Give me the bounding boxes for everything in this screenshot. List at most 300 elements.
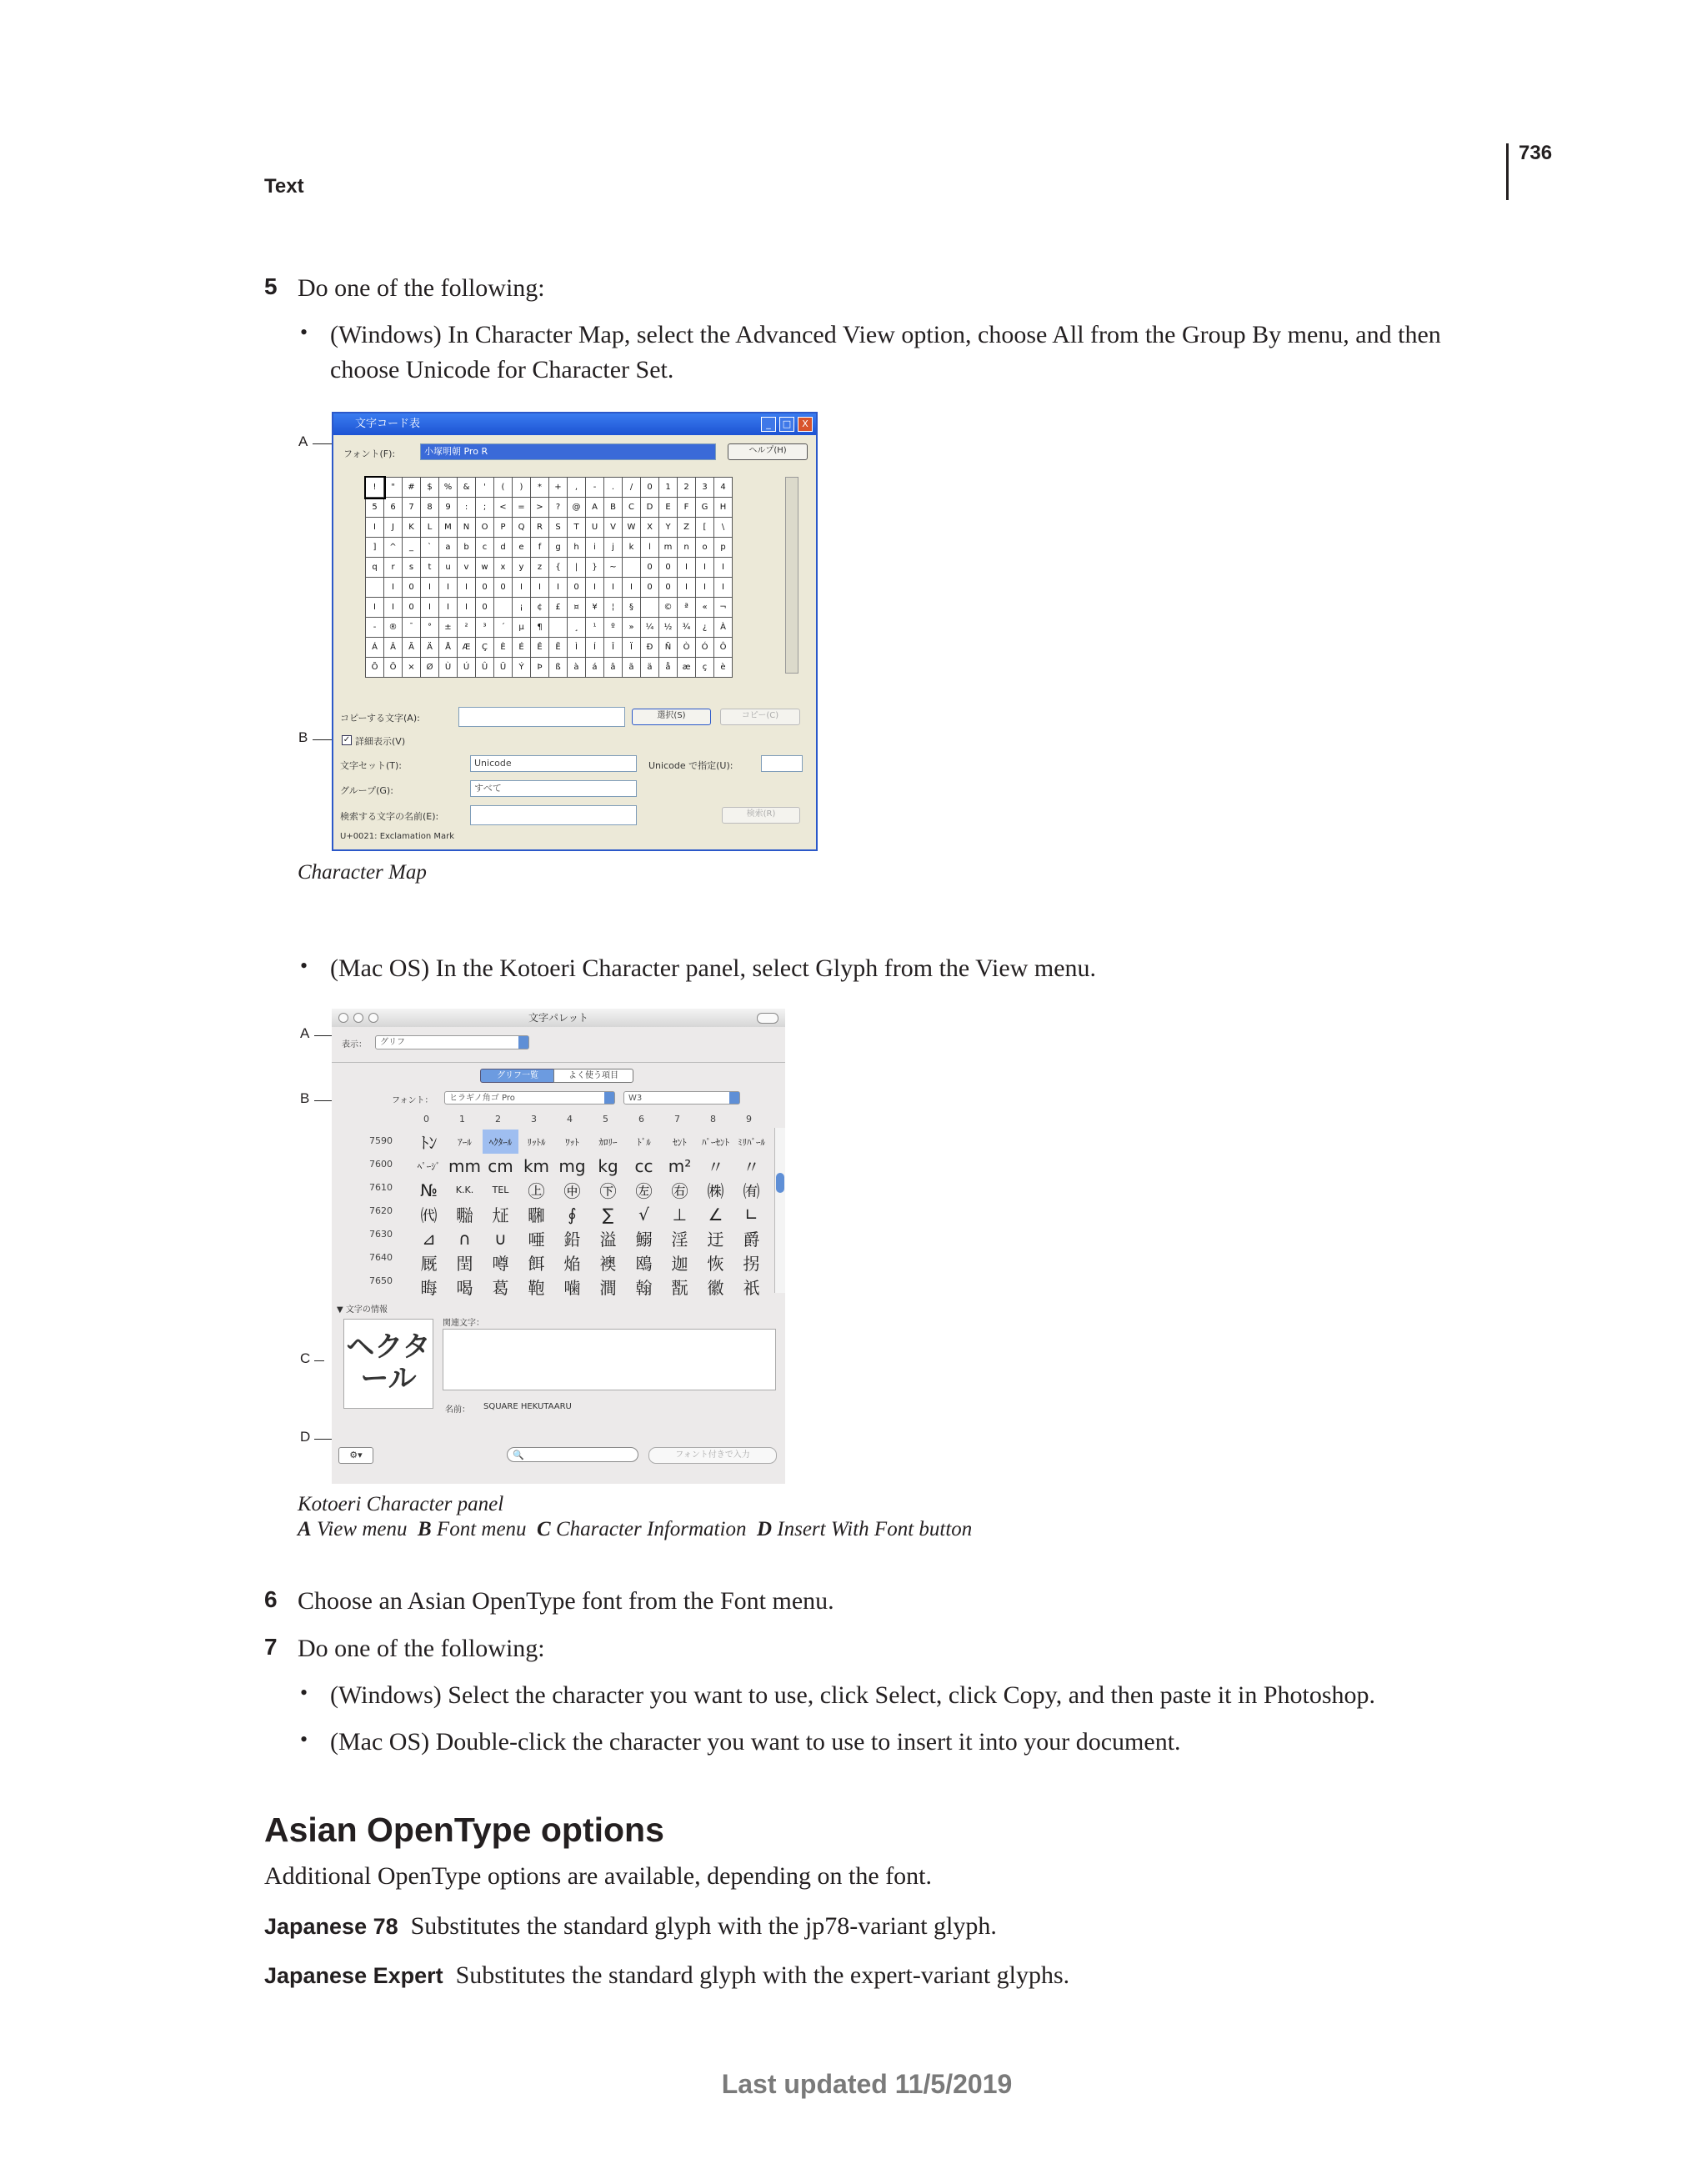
gear-icon[interactable]: ⚙▾ xyxy=(338,1447,373,1464)
character-cell[interactable]: ® xyxy=(384,618,403,638)
character-cell[interactable] xyxy=(641,598,659,618)
character-cell[interactable]: v xyxy=(458,558,476,578)
character-cell[interactable]: F xyxy=(678,498,696,518)
character-cell[interactable]: A xyxy=(586,498,604,518)
character-cell[interactable]: » xyxy=(623,618,641,638)
minimize-button[interactable]: _ xyxy=(761,417,776,432)
character-cell[interactable]: c xyxy=(476,538,494,558)
character-cell[interactable]: « xyxy=(696,598,714,618)
character-cell[interactable]: ¡ xyxy=(513,598,531,618)
character-cell[interactable]: % xyxy=(439,478,458,498)
character-cell[interactable]: Ñ xyxy=(659,638,678,658)
glyph-cell[interactable]: ㊤ xyxy=(528,1181,545,1201)
glyph-cell[interactable]: ｶﾛﾘｰ xyxy=(598,1136,618,1148)
character-cell[interactable]: å xyxy=(659,658,678,678)
character-cell[interactable]: É xyxy=(513,638,531,658)
character-cell[interactable]: 0 xyxy=(476,578,494,598)
glyph-cell[interactable]: ∟ xyxy=(744,1204,758,1225)
character-cell[interactable]: p xyxy=(714,538,733,558)
character-cell[interactable]: ´ xyxy=(494,618,513,638)
character-cell[interactable]: $ xyxy=(421,478,439,498)
character-cell[interactable]: ² xyxy=(458,618,476,638)
character-cell[interactable]: 0 xyxy=(641,558,659,578)
character-cell[interactable]: Á xyxy=(366,638,384,658)
character-cell[interactable]: è xyxy=(714,658,733,678)
character-cell[interactable]: U xyxy=(586,518,604,538)
help-button[interactable]: ヘルプ(H) xyxy=(728,443,808,460)
character-cell[interactable]: Ø xyxy=(421,658,439,678)
glyph-cell[interactable]: ㊦ xyxy=(599,1181,617,1201)
character-cell[interactable]: Ò xyxy=(678,638,696,658)
glyph-cell[interactable]: ㊨ xyxy=(671,1181,688,1201)
character-cell[interactable]: ç xyxy=(696,658,714,678)
character-cell[interactable]: Ô xyxy=(714,638,733,658)
info-disclosure[interactable]: ▼ 文字の情報 xyxy=(337,1305,388,1315)
glyph-cell[interactable]: ㍾ xyxy=(456,1205,473,1225)
glyph-cell[interactable]: 迦 xyxy=(671,1254,688,1274)
character-cell[interactable]: ° xyxy=(421,618,439,638)
glyph-cell[interactable]: 徽 xyxy=(707,1278,724,1298)
character-cell[interactable]: × xyxy=(403,658,421,678)
glyph-cell[interactable]: 噂 xyxy=(492,1254,509,1274)
character-cell[interactable]: * xyxy=(531,478,549,498)
copy-button[interactable]: コピー(C) xyxy=(720,709,800,725)
character-cell[interactable]: L xyxy=(421,518,439,538)
glyph-cell[interactable]: 溢 xyxy=(599,1230,617,1250)
glyph-cell[interactable]: ㍽ xyxy=(492,1205,509,1225)
glyph-scrollbar[interactable] xyxy=(774,1128,785,1293)
glyph-cell[interactable]: ㈹ xyxy=(420,1205,438,1225)
glyph-cell[interactable]: ｱｰﾙ xyxy=(458,1136,472,1148)
character-cell[interactable]: ' xyxy=(476,478,494,498)
character-cell[interactable]: ¯ xyxy=(403,618,421,638)
glyph-cell[interactable]: ∑ xyxy=(602,1204,614,1225)
character-cell[interactable]: I xyxy=(458,578,476,598)
character-cell[interactable]: S xyxy=(549,518,568,538)
glyph-cell[interactable]: 〃 xyxy=(707,1157,724,1177)
glyph-cell[interactable]: cc xyxy=(634,1155,653,1176)
glyph-cell[interactable]: ∮ xyxy=(568,1204,577,1225)
glyph-cell[interactable]: 翫 xyxy=(671,1278,688,1298)
glyph-cell[interactable]: ⊥ xyxy=(672,1204,688,1225)
character-cell[interactable]: ) xyxy=(513,478,531,498)
character-cell[interactable]: ¿ xyxy=(696,618,714,638)
character-cell[interactable]: 8 xyxy=(421,498,439,518)
character-cell[interactable]: z xyxy=(531,558,549,578)
character-cell[interactable]: a xyxy=(439,538,458,558)
character-cell[interactable]: o xyxy=(696,538,714,558)
character-cell[interactable]: £ xyxy=(549,598,568,618)
character-cell[interactable]: X xyxy=(641,518,659,538)
glyph-cell[interactable]: 鞄 xyxy=(528,1278,545,1298)
character-cell[interactable]: à xyxy=(568,658,586,678)
character-cell[interactable]: 0 xyxy=(476,598,494,618)
character-cell[interactable]: Ý xyxy=(513,658,531,678)
character-cell[interactable]: ¦ xyxy=(604,598,623,618)
character-cell[interactable]: : xyxy=(458,498,476,518)
character-cell[interactable]: I xyxy=(678,578,696,598)
character-cell[interactable]: l xyxy=(641,538,659,558)
glyph-cell[interactable]: cm xyxy=(488,1155,513,1176)
font-select[interactable]: 小塚明朝 Pro R xyxy=(420,443,716,460)
related-characters-box[interactable] xyxy=(443,1329,776,1390)
character-cell[interactable]: \ xyxy=(714,518,733,538)
glyph-cell[interactable]: ﾄﾞﾙ xyxy=(637,1136,651,1148)
character-cell[interactable]: H xyxy=(714,498,733,518)
glyph-cell[interactable]: 祇 xyxy=(743,1278,760,1298)
glyph-cell[interactable]: 澗 xyxy=(599,1278,617,1298)
character-cell[interactable]: Ë xyxy=(549,638,568,658)
character-cell[interactable]: I xyxy=(531,578,549,598)
glyph-cell[interactable]: K.K. xyxy=(455,1185,474,1195)
character-cell[interactable]: J xyxy=(384,518,403,538)
tab-glyph-list[interactable]: グリフ一覧 xyxy=(480,1069,555,1083)
character-cell[interactable]: ` xyxy=(421,538,439,558)
character-cell[interactable]: Û xyxy=(476,658,494,678)
character-cell[interactable] xyxy=(494,598,513,618)
glyph-cell[interactable]: ⊿ xyxy=(422,1228,436,1249)
glyph-cell[interactable]: mg xyxy=(558,1155,586,1176)
glyph-cell[interactable]: ﾐﾘﾊﾞｰﾙ xyxy=(738,1136,765,1148)
character-cell[interactable]: ( xyxy=(494,478,513,498)
character-cell[interactable]: æ xyxy=(678,658,696,678)
character-cell[interactable]: x xyxy=(494,558,513,578)
character-cell[interactable]: I xyxy=(513,578,531,598)
character-cell[interactable]: I xyxy=(384,578,403,598)
glyph-cell[interactable]: km xyxy=(523,1155,550,1176)
glyph-cell[interactable]: 唖 xyxy=(528,1230,545,1250)
character-cell[interactable]: I xyxy=(384,598,403,618)
character-cell[interactable]: s xyxy=(403,558,421,578)
character-cell[interactable]: ^ xyxy=(384,538,403,558)
character-cell[interactable]: D xyxy=(641,498,659,518)
character-cell[interactable]: ß xyxy=(549,658,568,678)
character-cell[interactable]: ± xyxy=(439,618,458,638)
character-cell[interactable]: & xyxy=(458,478,476,498)
character-cell[interactable]: r xyxy=(384,558,403,578)
close-window-button[interactable] xyxy=(338,1013,348,1023)
character-cell[interactable]: 0 xyxy=(403,598,421,618)
glyph-cell[interactable]: ㍼ xyxy=(528,1205,545,1225)
character-cell[interactable]: I xyxy=(421,598,439,618)
character-cell[interactable]: Ï xyxy=(623,638,641,658)
character-cell[interactable]: § xyxy=(623,598,641,618)
grid-scrollbar[interactable] xyxy=(785,477,798,674)
glyph-cell[interactable]: ﾊﾟｰｾﾝﾄ xyxy=(702,1136,729,1148)
character-cell[interactable]: Þ xyxy=(531,658,549,678)
font-menu[interactable] xyxy=(444,1091,615,1105)
character-cell[interactable]: e xyxy=(513,538,531,558)
character-cell[interactable]: Ü xyxy=(494,658,513,678)
glyph-cell[interactable]: ∠ xyxy=(708,1204,723,1225)
character-cell[interactable]: ¤ xyxy=(568,598,586,618)
character-cell[interactable]: E xyxy=(659,498,678,518)
character-cell[interactable] xyxy=(366,578,384,598)
character-cell[interactable]: w xyxy=(476,558,494,578)
group-select[interactable]: すべて xyxy=(470,780,637,797)
character-cell[interactable]: - xyxy=(366,618,384,638)
character-cell[interactable]: I xyxy=(604,578,623,598)
insert-with-font-button[interactable]: フォント付きで入力 xyxy=(648,1447,777,1464)
weight-menu[interactable] xyxy=(623,1091,740,1105)
character-cell[interactable]: B xyxy=(604,498,623,518)
view-menu[interactable] xyxy=(375,1035,529,1049)
character-cell[interactable]: / xyxy=(623,478,641,498)
character-cell[interactable]: K xyxy=(403,518,421,538)
glyph-cell[interactable]: ﾄﾝ xyxy=(420,1133,438,1153)
character-cell[interactable]: V xyxy=(604,518,623,538)
glyph-cell[interactable]: 淫 xyxy=(671,1230,688,1250)
character-cell[interactable]: 0 xyxy=(403,578,421,598)
character-cell[interactable]: 0 xyxy=(494,578,513,598)
character-cell[interactable]: @ xyxy=(568,498,586,518)
character-cell[interactable]: n xyxy=(678,538,696,558)
toolbar-toggle-button[interactable] xyxy=(757,1013,778,1024)
character-cell[interactable]: > xyxy=(531,498,549,518)
character-cell[interactable]: R xyxy=(531,518,549,538)
character-cell[interactable]: ä xyxy=(641,658,659,678)
glyph-cell[interactable]: ﾍﾟｰｼﾞ xyxy=(417,1160,441,1172)
character-cell[interactable]: I xyxy=(439,598,458,618)
character-cell[interactable]: È xyxy=(494,638,513,658)
search-input[interactable] xyxy=(470,805,637,825)
character-cell[interactable]: á xyxy=(586,658,604,678)
character-cell[interactable]: { xyxy=(549,558,568,578)
glyph-cell[interactable]: 鉛 xyxy=(563,1230,581,1250)
character-cell[interactable]: G xyxy=(696,498,714,518)
character-cell[interactable]: u xyxy=(439,558,458,578)
character-cell[interactable]: 0 xyxy=(659,578,678,598)
character-cell[interactable]: T xyxy=(568,518,586,538)
search-button[interactable]: 検索(R) xyxy=(722,807,800,824)
character-cell[interactable]: I xyxy=(439,578,458,598)
character-cell[interactable]: ¼ xyxy=(641,618,659,638)
character-cell[interactable]: Î xyxy=(604,638,623,658)
glyph-cell[interactable]: 葛 xyxy=(492,1278,509,1298)
close-button[interactable]: X xyxy=(798,417,813,432)
character-cell[interactable]: . xyxy=(604,478,623,498)
character-cell[interactable]: i xyxy=(586,538,604,558)
character-cell[interactable]: I xyxy=(714,578,733,598)
character-cell[interactable]: Y xyxy=(659,518,678,538)
character-cell[interactable]: m xyxy=(659,538,678,558)
glyph-cell[interactable]: 翰 xyxy=(635,1278,653,1298)
character-cell[interactable]: ª xyxy=(678,598,696,618)
character-cell[interactable]: g xyxy=(549,538,568,558)
character-cell[interactable]: Ó xyxy=(696,638,714,658)
character-cell[interactable]: k xyxy=(623,538,641,558)
glyph-cell[interactable]: 拐 xyxy=(743,1254,760,1274)
character-cell[interactable]: M xyxy=(439,518,458,538)
character-cell[interactable]: [ xyxy=(696,518,714,538)
character-cell[interactable]: I xyxy=(696,558,714,578)
glyph-cell[interactable]: 鴎 xyxy=(635,1254,653,1274)
character-cell[interactable]: ¹ xyxy=(586,618,604,638)
character-cell[interactable]: } xyxy=(586,558,604,578)
character-cell[interactable]: - xyxy=(586,478,604,498)
glyph-cell[interactable]: ﾍｸﾀｰﾙ xyxy=(483,1130,518,1154)
character-cell[interactable]: ! xyxy=(366,478,384,498)
advanced-view-checkbox[interactable]: ✓ xyxy=(343,735,351,744)
glyph-cell[interactable]: № xyxy=(420,1180,438,1200)
character-cell[interactable]: 4 xyxy=(714,478,733,498)
character-cell[interactable]: O xyxy=(476,518,494,538)
character-cell[interactable]: 0 xyxy=(568,578,586,598)
character-cell[interactable]: d xyxy=(494,538,513,558)
unicode-input[interactable] xyxy=(761,755,803,772)
character-cell[interactable]: Ã xyxy=(403,638,421,658)
character-cell[interactable]: ¶ xyxy=(531,618,549,638)
character-cell[interactable]: µ xyxy=(513,618,531,638)
character-cell[interactable]: Í xyxy=(586,638,604,658)
character-cell[interactable]: I xyxy=(458,598,476,618)
character-cell[interactable]: I xyxy=(549,578,568,598)
glyph-cell[interactable]: 焔 xyxy=(563,1254,581,1274)
character-cell[interactable]: Õ xyxy=(366,658,384,678)
character-cell[interactable]: Ù xyxy=(439,658,458,678)
character-cell[interactable]: I xyxy=(678,558,696,578)
character-cell[interactable]: 3 xyxy=(696,478,714,498)
glyph-cell[interactable]: ㊧ xyxy=(635,1181,653,1201)
character-cell[interactable]: I xyxy=(366,598,384,618)
glyph-cell[interactable]: 恢 xyxy=(707,1254,724,1274)
character-cell[interactable]: ¾ xyxy=(678,618,696,638)
character-cell[interactable]: 6 xyxy=(384,498,403,518)
zoom-window-button[interactable] xyxy=(368,1013,378,1023)
glyph-cell[interactable]: √ xyxy=(638,1204,649,1225)
character-cell[interactable] xyxy=(549,618,568,638)
glyph-cell[interactable]: TEL xyxy=(492,1185,509,1195)
glyph-cell[interactable]: 鰯 xyxy=(635,1230,653,1250)
character-cell[interactable]: + xyxy=(549,478,568,498)
character-cell[interactable]: Â xyxy=(384,638,403,658)
character-cell[interactable]: ¥ xyxy=(586,598,604,618)
character-cell[interactable]: W xyxy=(623,518,641,538)
character-cell[interactable]: ã xyxy=(623,658,641,678)
character-cell[interactable]: I xyxy=(696,578,714,598)
character-cell[interactable]: C xyxy=(623,498,641,518)
character-cell[interactable]: Å xyxy=(439,638,458,658)
character-cell[interactable]: 5 xyxy=(366,498,384,518)
character-cell[interactable]: I xyxy=(714,558,733,578)
minimize-window-button[interactable] xyxy=(353,1013,363,1023)
glyph-cell[interactable]: ∩ xyxy=(458,1228,471,1249)
glyph-cell[interactable]: ∪ xyxy=(494,1228,507,1249)
character-cell[interactable]: 2 xyxy=(678,478,696,498)
character-cell[interactable]: N xyxy=(458,518,476,538)
character-cell[interactable]: , xyxy=(568,478,586,498)
character-cell[interactable]: I xyxy=(366,518,384,538)
character-cell[interactable]: ¬ xyxy=(714,598,733,618)
character-cell[interactable]: f xyxy=(531,538,549,558)
character-cell[interactable]: 1 xyxy=(659,478,678,498)
character-cell[interactable]: ¢ xyxy=(531,598,549,618)
character-cell[interactable]: © xyxy=(659,598,678,618)
character-cell[interactable]: " xyxy=(384,478,403,498)
glyph-cell[interactable]: 襖 xyxy=(599,1254,617,1274)
character-cell[interactable]: ? xyxy=(549,498,568,518)
glyph-cell[interactable]: 閏 xyxy=(456,1254,473,1274)
glyph-cell[interactable]: 迂 xyxy=(707,1230,724,1250)
character-cell[interactable]: ; xyxy=(476,498,494,518)
character-cell[interactable]: ] xyxy=(366,538,384,558)
character-cell[interactable]: # xyxy=(403,478,421,498)
glyph-cell[interactable]: 餌 xyxy=(528,1254,545,1274)
character-cell[interactable]: t xyxy=(421,558,439,578)
glyph-cell[interactable]: 爵 xyxy=(743,1230,760,1250)
character-cell[interactable]: b xyxy=(458,538,476,558)
character-cell[interactable]: â xyxy=(604,658,623,678)
character-cell[interactable]: _ xyxy=(403,538,421,558)
character-cell[interactable]: ½ xyxy=(659,618,678,638)
glyph-cell[interactable]: kg xyxy=(598,1155,618,1176)
character-cell[interactable]: 0 xyxy=(659,558,678,578)
character-cell[interactable]: 0 xyxy=(641,578,659,598)
character-cell[interactable]: q xyxy=(366,558,384,578)
glyph-cell[interactable]: ﾘｯﾄﾙ xyxy=(527,1136,546,1148)
character-cell[interactable] xyxy=(623,558,641,578)
character-cell[interactable]: < xyxy=(494,498,513,518)
glyph-cell[interactable]: 厩 xyxy=(420,1254,438,1274)
character-cell[interactable]: I xyxy=(421,578,439,598)
glyph-cell[interactable]: ｾﾝﾄ xyxy=(673,1136,687,1148)
character-cell[interactable]: Ú xyxy=(458,658,476,678)
character-cell[interactable]: = xyxy=(513,498,531,518)
character-cell[interactable]: º xyxy=(604,618,623,638)
character-cell[interactable]: I xyxy=(586,578,604,598)
glyph-cell[interactable]: m² xyxy=(668,1155,692,1176)
scroll-thumb[interactable] xyxy=(776,1173,784,1193)
search-icon[interactable]: 🔍 xyxy=(507,1447,638,1462)
character-cell[interactable]: 9 xyxy=(439,498,458,518)
glyph-cell[interactable]: 晦 xyxy=(420,1278,438,1298)
character-cell[interactable]: j xyxy=(604,538,623,558)
character-cell[interactable]: Ì xyxy=(568,638,586,658)
character-cell[interactable]: Q xyxy=(513,518,531,538)
glyph-cell[interactable]: ㈲ xyxy=(743,1181,760,1201)
character-cell[interactable]: Ê xyxy=(531,638,549,658)
character-cell[interactable]: I xyxy=(623,578,641,598)
glyph-cell[interactable]: ㈱ xyxy=(707,1181,724,1201)
character-cell[interactable]: 0 xyxy=(641,478,659,498)
charset-select[interactable]: Unicode xyxy=(470,755,637,772)
character-cell[interactable]: 7 xyxy=(403,498,421,518)
glyph-cell[interactable]: ﾜｯﾄ xyxy=(565,1136,579,1148)
maximize-button[interactable]: □ xyxy=(779,417,794,432)
character-cell[interactable]: y xyxy=(513,558,531,578)
character-cell[interactable]: P xyxy=(494,518,513,538)
character-cell[interactable]: Ð xyxy=(641,638,659,658)
character-cell[interactable]: | xyxy=(568,558,586,578)
glyph-cell[interactable]: 〃 xyxy=(743,1157,760,1177)
tab-favorites[interactable]: よく使う項目 xyxy=(553,1069,633,1083)
glyph-cell[interactable]: 噛 xyxy=(563,1278,581,1298)
character-cell[interactable]: ~ xyxy=(604,558,623,578)
character-cell[interactable]: ¸ xyxy=(568,618,586,638)
glyph-cell[interactable]: ㊥ xyxy=(563,1181,581,1201)
glyph-cell[interactable]: 喝 xyxy=(456,1278,473,1298)
character-cell[interactable]: Ä xyxy=(421,638,439,658)
character-cell[interactable]: Ö xyxy=(384,658,403,678)
character-cell[interactable]: Z xyxy=(678,518,696,538)
character-cell[interactable]: ³ xyxy=(476,618,494,638)
character-cell[interactable]: h xyxy=(568,538,586,558)
copy-input[interactable] xyxy=(458,707,625,727)
character-cell[interactable]: Æ xyxy=(458,638,476,658)
select-button[interactable]: 選択(S) xyxy=(632,709,711,725)
character-cell[interactable]: Ç xyxy=(476,638,494,658)
character-cell[interactable]: À xyxy=(714,618,733,638)
